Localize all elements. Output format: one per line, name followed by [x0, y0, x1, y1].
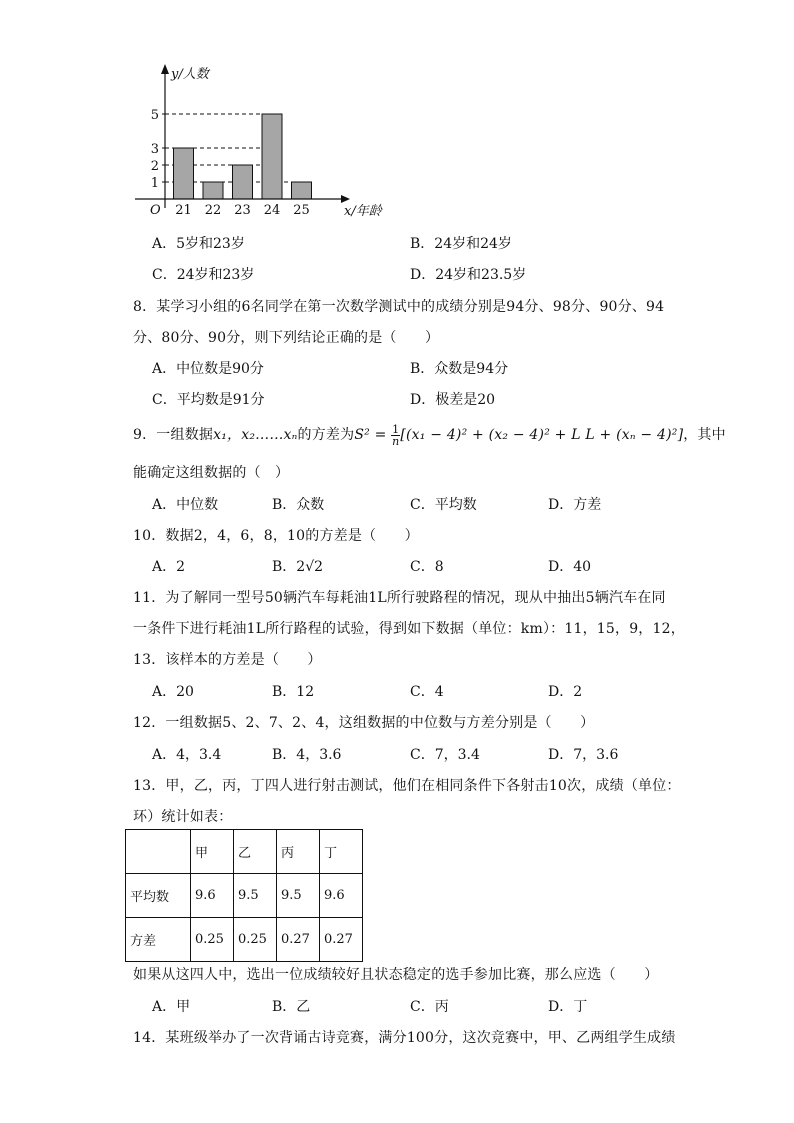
q8-stem-line2: 分、80分、90分，则下列结论正确的是（ ） — [133, 330, 440, 346]
q9-option-a[interactable]: A．中位数 — [152, 497, 219, 513]
q9-vars: x₁，x₂……xₙ — [213, 427, 298, 443]
q9-suffix: ，其中 — [683, 427, 726, 443]
q11-option-c[interactable]: C．4 — [410, 684, 444, 700]
table-cell: 9.5 — [234, 874, 277, 918]
q9-formula-lhs: S² = — [354, 427, 387, 443]
origin-label: O — [150, 203, 161, 218]
q11-stem-line3: 13．该样本的方差是（ ） — [133, 652, 322, 668]
x-tick-label: 25 — [293, 203, 310, 218]
q12-option-d[interactable]: D．7，3.6 — [548, 747, 619, 763]
y-tick-label: 3 — [150, 142, 159, 157]
q9-fraction: $\frac{1}{n}$ — [392, 422, 400, 448]
table-header-row — [126, 830, 363, 874]
q12-stem: 12．一组数据5、2、7、2、4，这组数据的中位数与方差分别是（ ） — [133, 715, 595, 731]
x-tick-label: 21 — [175, 203, 192, 218]
table-header-cell: 甲 — [191, 830, 234, 874]
x-axis-arrow — [341, 195, 350, 203]
bar-23 — [233, 165, 253, 199]
table-cell: 9.6 — [320, 874, 363, 918]
q10-option-b[interactable]: B．2√2 — [272, 559, 324, 575]
table-cell: 0.27 — [277, 918, 320, 962]
table-header-cell: 丁 — [320, 830, 363, 874]
bar-21 — [174, 148, 194, 199]
q10-option-c[interactable]: C．8 — [410, 559, 444, 575]
q11-option-a[interactable]: A．20 — [152, 684, 194, 700]
q11-stem-line1: 11．为了解同一型号50辆汽车每耗油1L所行驶路程的情况，现从中抽出5辆汽车在同 — [133, 590, 666, 606]
bar-25 — [292, 182, 312, 199]
q13-stem-line2: 环）统计如表： — [133, 809, 233, 825]
q11-stem-line2: 一条件下进行耗油1L所行路程的试验，得到如下数据（单位：km）：11，15，9，12， — [133, 621, 685, 637]
q13-option-a[interactable]: A．甲 — [152, 999, 191, 1015]
q9-stem-line1 — [133, 418, 726, 452]
table-cell: 0.27 — [320, 918, 363, 962]
q10-option-a[interactable]: A．2 — [152, 559, 186, 575]
q11-option-b[interactable]: B．12 — [272, 684, 315, 700]
q9-prefix: 9．一组数据 — [133, 427, 214, 443]
y-tick-label: 2 — [150, 159, 159, 174]
q12-option-c[interactable]: C．7，3.4 — [410, 747, 480, 763]
q13-stem-line3: 如果从这四人中，选出一位成绩较好且状态稳定的选手参加比赛，那么应选（ ） — [133, 967, 659, 983]
q7-option-b[interactable]: B．24岁和24岁 — [410, 236, 512, 252]
q13-option-d[interactable]: D．丁 — [548, 999, 588, 1015]
q9-mid: 的方差为 — [297, 427, 355, 443]
table-cell: 9.6 — [191, 874, 234, 918]
q13-option-c[interactable]: C．丙 — [410, 999, 449, 1015]
q9-option-b[interactable]: B．众数 — [272, 497, 325, 513]
q7-option-d[interactable]: D．24岁和23.5岁 — [410, 267, 527, 283]
q7-option-c[interactable]: C．24岁和23岁 — [152, 267, 255, 283]
table-row-label: 方差 — [126, 918, 191, 962]
bar-24 — [262, 114, 282, 199]
x-tick-label: 24 — [263, 203, 281, 218]
q8-option-c[interactable]: C．平均数是91分 — [152, 392, 265, 408]
q12-option-b[interactable]: B．4，3.6 — [272, 747, 342, 763]
table-header-cell: 丙 — [277, 830, 320, 874]
q12-option-a[interactable]: A．4，3.4 — [152, 747, 222, 763]
q9-formula-rhs: [(x₁ − 4)² + (x₂ − 4)² + L L + (xₙ − 4)²] — [400, 427, 684, 443]
q13-option-b[interactable]: B．乙 — [272, 999, 311, 1015]
x-axis-label: x/年龄 — [344, 204, 382, 219]
q8-option-b[interactable]: B．众数是94分 — [410, 361, 509, 377]
shooting-scores-table — [125, 829, 363, 962]
x-tick-label: 23 — [234, 203, 251, 218]
table-row-label: 平均数 — [126, 874, 191, 918]
q8-option-d[interactable]: D．极差是20 — [410, 392, 496, 408]
q10-stem: 10．数据2，4，6，8，10的方差是（ ） — [133, 528, 419, 544]
y-tick-label: 5 — [150, 108, 159, 123]
y-axis-label: y/人数 — [171, 67, 209, 82]
q10-option-d[interactable]: D．40 — [548, 559, 592, 575]
table-corner-cell — [126, 830, 191, 874]
q7-option-a[interactable]: A．5岁和23岁 — [152, 236, 245, 252]
bar-22 — [203, 182, 223, 199]
q13-stem-line1: 13．甲，乙，丙，丁四人进行射击测试，他们在相同条件下各射击10次，成绩（单位： — [133, 778, 681, 794]
q8-option-a[interactable]: A．中位数是90分 — [152, 361, 264, 377]
table-cell: 9.5 — [277, 874, 320, 918]
table-row — [126, 918, 363, 962]
q9-option-c[interactable]: C．平均数 — [410, 497, 477, 513]
table-row — [126, 874, 363, 918]
q9-stem-line2: 能确定这组数据的（ ） — [133, 465, 290, 481]
table-cell: 0.25 — [234, 918, 277, 962]
x-tick-label: 22 — [204, 203, 222, 218]
age-bar-chart — [0, 0, 794, 230]
q14-stem-line1: 14．某班级举办了一次背诵古诗竞赛，满分100分，这次竞赛中，甲、乙两组学生成绩 — [133, 1030, 676, 1046]
q9-option-d[interactable]: D．方差 — [548, 497, 602, 513]
table-cell: 0.25 — [191, 918, 234, 962]
q8-stem-line1: 8．某学习小组的6名同学在第一次数学测试中的成绩分别是94分、98分、90分、94 — [133, 299, 665, 315]
y-axis-arrow — [161, 64, 169, 74]
q11-option-d[interactable]: D．2 — [548, 684, 583, 700]
y-tick-label: 1 — [150, 176, 159, 191]
table-header-cell: 乙 — [234, 830, 277, 874]
